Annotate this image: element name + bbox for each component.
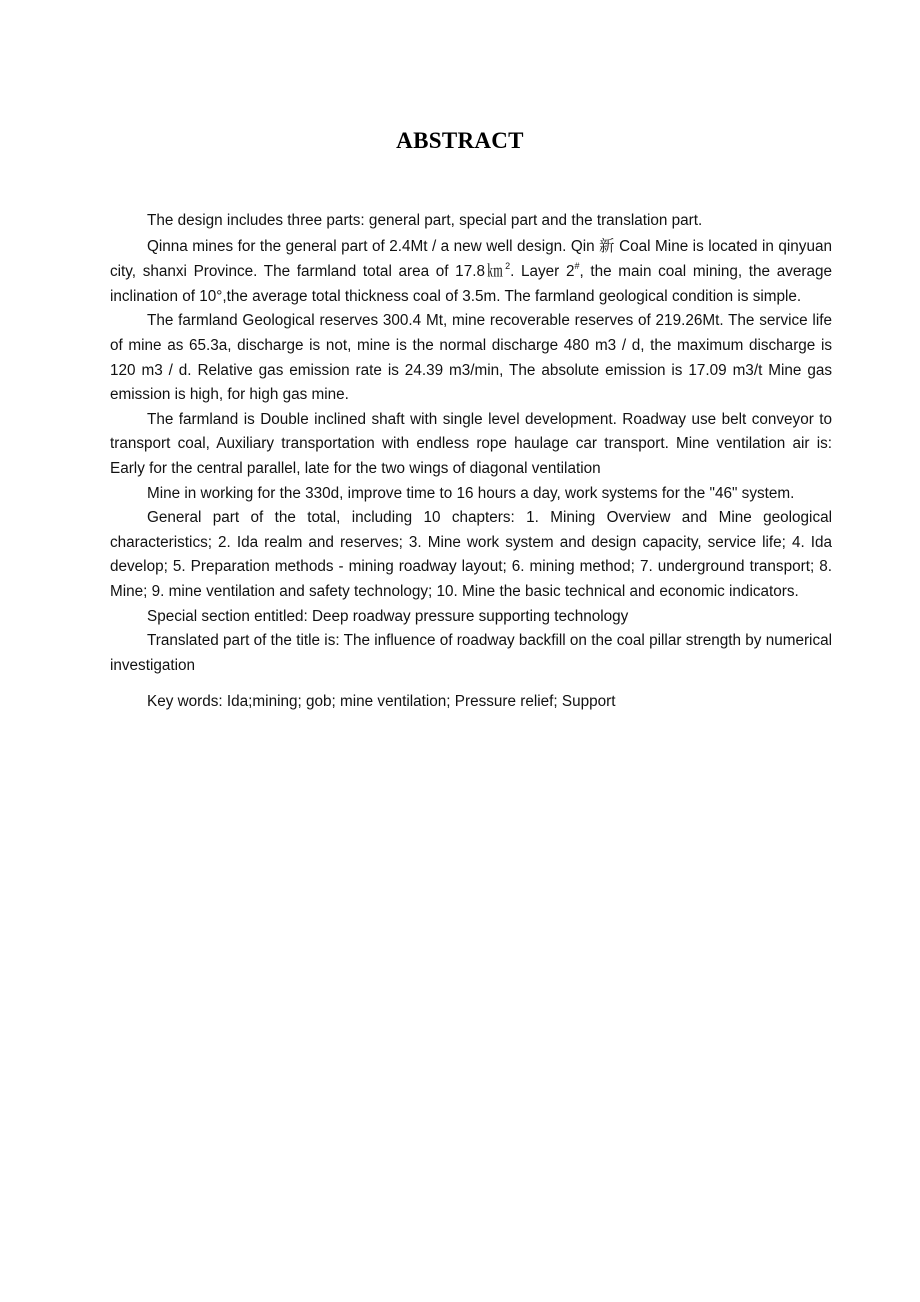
paragraph-mine-location [110,234,832,310]
paragraph-special-section: Special section entitled: Deep roadway pressure supporting technology [147,607,629,625]
text-segment: Coal Mine is located in qinyuan city, shanxi Province. The farmland total area of 17.8 [110,237,832,281]
paragraph-translation: Translated part of the title is: The influence of roadway backfill on the coal pillar strength by numerical investigation [110,632,832,674]
cjk-character: 新 [599,236,615,255]
text-segment: , the main coal mining, the average inclination of 10°,the average total thickness coal of 3.5m. The farmland geological condition is simple. [110,263,832,305]
text-segment: . Layer 2 [510,263,575,281]
paragraph-reserves: The farmland Geological reserves 300.4 Mt, mine recoverable reserves of 219.26Mt. The service life of mine as 65.3a, discharge is not, mine is the normal discharge 480 m3 / d, the maximum discharge is 120 m3 / d. Relative gas emission rate is 24.39 m3/min, The absolute emission is 17.09 m3/t Mine gas emission is high, for high gas mine. [110,312,832,404]
paragraph-development: The farmland is Double inclined shaft with single level development. Roadway use belt conveyor to transport coal, Auxiliary transportation with endless rope haulage car transport. Mine ventilation air is: Early for the central parallel, late for the two wings of diagonal ventilation [110,410,832,477]
paragraph-work-system: Mine in working for the 330d, improve time to 16 hours a day, work systems for the "46" system. [147,484,795,502]
paragraph-overview: The design includes three parts: general part, special part and the translation part. [147,212,703,229]
abstract-body [110,209,832,715]
abstract-title: ABSTRACT [396,128,524,153]
keywords-line: Key words: Ida;mining; gob; mine ventilation; Pressure relief; Support [147,693,616,711]
layer-superscript: # [574,261,580,272]
area-unit-superscript: 2 [505,261,511,272]
text-segment: Qinna mines for the general part of 2.4Mt / a new well design. Qin [147,237,600,255]
paragraph-chapters: General part of the total, including 10 chapters: 1. Mining Overview and Mine geological characteristics; 2. Ida realm and reserves; 3. Mine work system and design capacity, service life; 4. Ida develop; 5. Preparation methods - mining roadway layout; 6. mining method; 7. underground transport; 8. Mine; 9. mine ventilation and safety technology; 10. Mine the basic technical and economic indicators. [110,509,832,600]
area-unit: ㎞ [484,262,506,281]
